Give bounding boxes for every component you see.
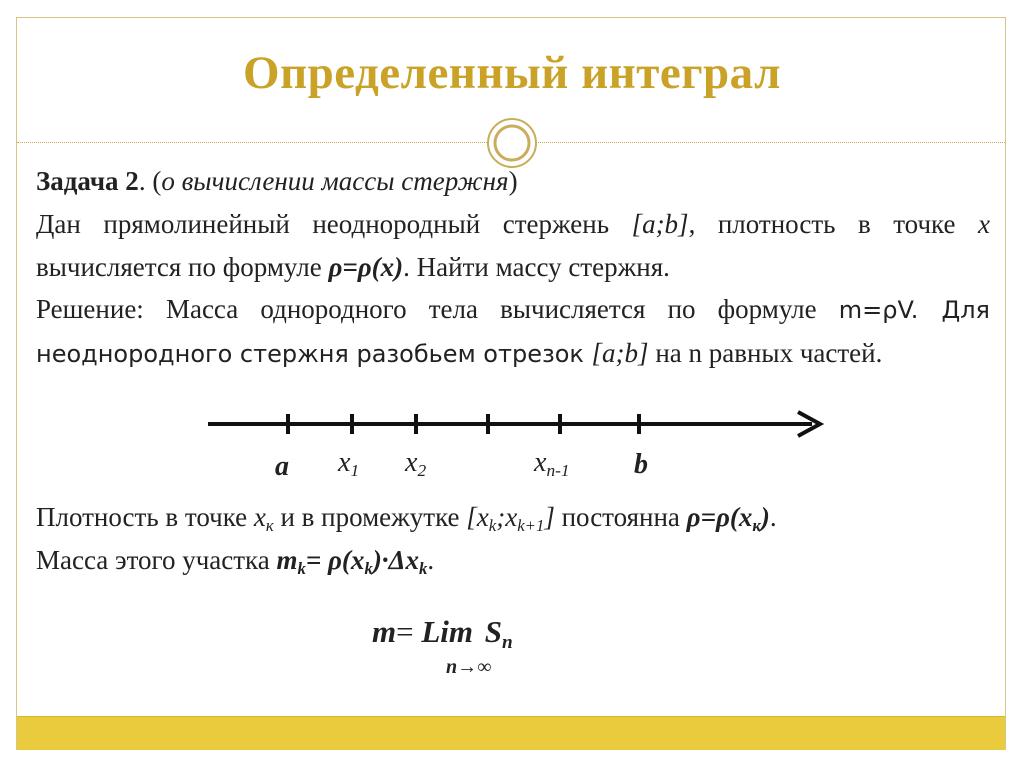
label-x2: $x_2$ bbox=[405, 447, 427, 481]
problem-heading: Задача 2. (о вычислении массы стержня) bbox=[36, 166, 518, 196]
limit-formula: m= Lim $S_n$ n→∞ bbox=[372, 614, 513, 678]
mass-piece-line: Масса этого участка $m_k= \rho(x_k)\cdot\Delta x_k$. bbox=[36, 545, 435, 579]
problem-label: Задача 2 bbox=[36, 166, 139, 196]
x-variable: x bbox=[978, 209, 990, 239]
mass-formula: m=ρV bbox=[838, 296, 911, 324]
label-x1: $x_1$ bbox=[338, 447, 360, 481]
interval-xk: $[x_k;x_{k+1}]$ bbox=[466, 502, 555, 536]
n-variable: n bbox=[688, 338, 702, 368]
problem-given: Дан прямолинейный неоднородный стержень [a;b], плотность в точке x вычисляется по формуле ρ=ρ(x). Найти массу стержня. bbox=[36, 209, 990, 282]
label-a: a bbox=[275, 451, 289, 482]
label-b: b bbox=[634, 449, 648, 480]
xk-variable: $x_к$ bbox=[253, 502, 274, 536]
problem-subtitle: о вычислении массы стержня bbox=[161, 166, 509, 196]
footer-band bbox=[17, 716, 1005, 750]
problem-statement bbox=[36, 160, 990, 289]
density-line: Плотность в точке $x_к$ и в промежутке $[x_k;x_{k+1}]$ постоянна $\rho=\rho(x_к)$. bbox=[36, 502, 777, 536]
number-line bbox=[200, 406, 840, 446]
density-text bbox=[36, 496, 990, 582]
density-formula: ρ=ρ(x) bbox=[328, 252, 404, 282]
segment-ab: [a;b] bbox=[631, 209, 689, 239]
limit-subscript: n→∞ bbox=[446, 656, 492, 678]
density-xk-formula: $\rho=\rho(x_к)$ bbox=[686, 502, 770, 536]
mass-piece-formula: $m_k= \rho(x_k)\cdot\Delta x_k$ bbox=[276, 545, 428, 579]
solution-text: Решение: Масса однородного тела вычисляется по формуле m=ρV. Для неоднородного стержня разобьем отрезок [a;b] на n равных частей. bbox=[36, 294, 990, 368]
slide-title: Определенный интеграл bbox=[243, 47, 781, 99]
segment-ab: [a;b] bbox=[591, 338, 649, 368]
label-xn1: $x_{n-1}$ bbox=[534, 447, 570, 481]
